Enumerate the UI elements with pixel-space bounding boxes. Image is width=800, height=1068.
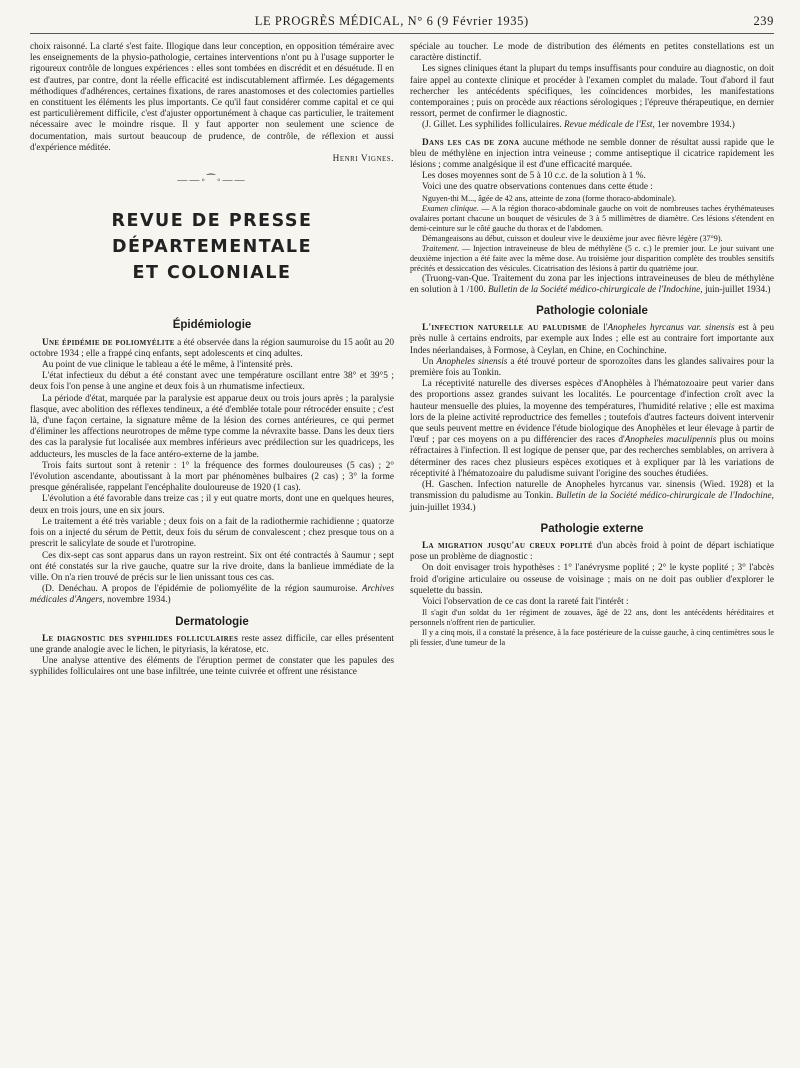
text: a été observée dans la région saumuroise du 15 août au 20 octobre 1934 ; elle a frappé cinq enfants, sept adolescents et cinq adultes.	[30, 337, 394, 359]
journal-title: Revue médicale de l'Est	[564, 120, 653, 131]
journal-title: Archives médicales d'Angers	[30, 584, 394, 606]
text: — Injection intraveineuse de bleu de méthylène (5 c. c.) le premier jour. Le jour suivant une deuxième injection a été faite avec la même dose. Au troisième jour disparition complète des troubles sensitifs précités et dessiccation des vésicules. Cicatrisation des lésions à partir du quatrième jour.	[410, 243, 774, 273]
reference	[410, 120, 774, 131]
text: — A la région thoraco-abdominale gauche on voit de nombreuses taches érythémateuses ovalaires portant chacune un bouquet de vésicules de 3 à 5 millimètres de diamètre. Ces lésions s'étendent en demi-ceinture sur le côté gauche du thorax et de l'abdomen.	[410, 203, 774, 233]
paragraph	[30, 338, 394, 360]
paragraph: Une analyse attentive des éléments de l'éruption permet de constater que les papules des syphilides folliculaires ont une base infiltrée, une teinte cuivrée et offrent une résistance	[30, 656, 394, 678]
left-column	[30, 42, 394, 679]
subsection-heading: Pathologie coloniale	[536, 305, 648, 318]
text: La réceptivité naturelle des diverses espèces d'Anophèles à l'hématozoaire peut varier dans des proportions assez grandes suivant les localités. Le pourcentage d'infection croît avec la hauteur mensuelle des pluies, la moyenne des températures, l'humidité relative ; elle est maxima lors de la pleine activité reproductrice des femelles ; toutefois d'autres facteurs doivent intervenir que seuls peuvent mettre en évidence l'étude biologique des Anophèles et leur élevage à partir de l'œuf ; par ces moyens on a pu différencier des races d'	[410, 379, 774, 446]
paragraph: Le traitement a été très variable ; deux fois on a fait de la radiothermie rachidienne ; quatorze fois on a injecté du sérum de Pettit, deux fois du sérum de convalescent ; chez presque tous on a prescrit le salicylate de soude et l'urotropine.	[30, 516, 394, 550]
text: , juin-juillet 1934.)	[700, 284, 771, 295]
text: , 1er novembre 1934.)	[652, 120, 735, 131]
right-column	[410, 42, 774, 679]
observation-text	[410, 244, 774, 274]
text: , juin-juillet 1934.)	[410, 491, 774, 513]
paragraph: L'évolution a été favorable dans treize cas ; il y eut quatre morts, dont une en quelques heures, deux en trois jours, une en six jours.	[30, 494, 394, 516]
header-title: LE PROGRÈS MÉDICAL, N° 6 (9 Février 1935)	[254, 14, 529, 28]
text: plus ou moins réfractaires à l'infection. Il est logique de penser que, par des recherches semblables, on arrivera à déterminer des races chez plusieurs espèces exotiques et à expliquer par là les variations de réceptivité à l'hématozoaire du paludisme suivant l'origine des souches étudiées.	[410, 435, 774, 479]
text: a été trouvé porteur de sporozoïtes dans les glandes salivaires pour la première fois au Tonkin.	[410, 356, 774, 379]
text: de l'	[586, 323, 608, 334]
reference	[410, 480, 774, 514]
subsection-heading: Épidémiologie	[172, 319, 252, 332]
text: (Truong-van-Que. Traitement du zona par les injections intraveineuses de bleu de méthylène en solution à 1 /100.	[410, 273, 774, 295]
paragraph: spéciale au toucher. Le mode de distribution des éléments en petites constellations est un caractère distinctif.	[410, 42, 774, 64]
paragraph	[410, 138, 774, 172]
species-name: Anopheles hyrcanus var. sinensis	[607, 323, 735, 334]
paragraph: Au point de vue clinique le tableau a été le même, à l'intensité près.	[42, 360, 293, 371]
lead-phrase: L'infection naturelle au paludisme	[422, 323, 587, 334]
observation-text	[410, 204, 774, 234]
paragraph: Les signes cliniques étant la plupart du temps insuffisants pour conduire au diagnostic, on doit faire appel au contexte clinique et procéder à l'examen complet du malade. Tout d'abord il faut rechercher les antécédents spécifiques, les coïncidences morbides, les manifestations contemporaines ; puis on procède aux réactions sérologiques ; l'épreuve thérapeutique, en dernier ressort, permet de confirmer le diagnostic.	[410, 64, 774, 120]
text: (H. Gaschen. Infection naturelle de Anopheles hyrcanus var. sinensis (Wied. 1928) et la transmission du paludisme au Tonkin.	[410, 480, 774, 502]
author-signature: Henri Vignes.	[332, 154, 394, 165]
observation-text: Nguyen-thi M..., âgée de 42 ans, atteinte de zona (forme thoraco-abdominale).	[422, 193, 676, 203]
observation-heading: Traitement.	[422, 243, 460, 253]
text: d'un abcès froid à point de départ ischiatique pose un problème de diagnostic :	[410, 540, 774, 563]
lead-phrase: Une épidémie de poliomyélite	[42, 337, 175, 348]
subsection-heading: Dermatologie	[175, 615, 249, 628]
paragraph	[410, 357, 774, 379]
paragraph	[30, 634, 394, 656]
section-title	[30, 208, 394, 286]
paragraph: Les doses moyennes sont de 5 à 10 c.c. de la solution à 1 %.	[422, 171, 646, 182]
text: est à peu près nulle à certains endroits, par exemple aux Indes ; elle est au contraire fort importante aux Indes néerlandaises, à Formose, à Ceylan, en Chine, en Cochinchine.	[410, 323, 774, 356]
text: reste assez difficile, car elles présentent une grande analogie avec le lichen, le pityriasis, la kératose, etc.	[30, 633, 394, 655]
paragraph: choix raisonné. La clarté s'est faite. Illogique dans leur conception, en opposition téméraire avec les enseignements de la physio-pathologie, certaines interventions n'ont pu à l'usage supporter le rigoureux contrôle de longues expériences : elles sont tombées en discrédit et en désuétude. Il en est d'autres, par contre, dont la réelle efficacité est indiscutablement affirmée. Les dégagements méthodiques d'adhérences, certaines fixations, de rares anastomoses et des colectomies partielles en constituent les éléments les plus importants. Ce qu'il faut considérer comme capital et ce qui est particulièrement difficile, c'est d'ajuster opportunément à chaque cas particulier, le traitement nécessaire avec le moindre risque. Il y faut apporter non seulement une science de documentation, mais surtout beaucoup de prudence, de contrôle, de réflexion et aussi d'expérience méditée.	[30, 42, 394, 153]
two-column-body	[30, 42, 774, 679]
observation-text: Démangeaisons au début, cuisson et douleur vive le deuxième jour avec fièvre légère (37°9).	[422, 233, 723, 243]
lead-phrase: La migration jusqu'au creux poplité	[422, 540, 593, 551]
paragraph: L'état infectieux du début a été constant avec une température oscillant entre 38° et 39°5 ; deux fois l'on pense à une angine et deux fois à un rhumatisme infectieux.	[30, 371, 394, 393]
reference	[30, 584, 394, 606]
species-name: Anopheles sinensis	[436, 356, 508, 367]
text: (D. Denéchau. A propos de l'épidémie de poliomyélite de la région saumuroise.	[42, 584, 362, 595]
section-title-line-2: ET COLONIALE	[132, 263, 292, 284]
paragraph: Trois faits surtout sont à retenir : 1° la fréquence des formes douloureuses (5 cas) ; 2° l'évolution ascendante, aboutissant à la mort par phénomènes bulbaires (2 cas) ; 3° la forme presque généralisée, rappelant l'encéphalite douloureuse de 1920 (1 cas).	[30, 460, 394, 494]
running-header	[30, 14, 774, 34]
ornament-divider: ——◦⁀◦——	[177, 175, 247, 187]
paragraph	[410, 323, 774, 357]
journal-title: Bulletin de la Société médico-chirurgicale de l'Indochine	[556, 491, 772, 502]
paragraph	[410, 379, 774, 480]
text: aucune méthode ne semble donner de résultat aussi rapide que le bleu de méthylène en injection intra veineuse ; comme antiseptique il cicatrice rapidement les lésions ; comme analgésique il est d'une efficacité marquée.	[410, 137, 774, 171]
observation-heading: Examen clinique.	[422, 203, 479, 213]
reference	[410, 274, 774, 296]
lead-phrase: Le diagnostic des syphilides folliculaires	[42, 633, 239, 644]
paragraph: Ces dix-sept cas sont apparus dans un rayon restreint. Six ont été contractés à Saumur ; sept ont été constatés sur la rive gauche, quatre sur la rive droite, dans la banlieue immédiate de la ville. On n'a rien trouvé de précis sur le lien unissant tous ces cas.	[30, 550, 394, 583]
lead-phrase: Dans les cas de zona	[422, 137, 520, 148]
text: (J. Gillet. Les syphilides folliculaires.	[422, 120, 565, 131]
text: , novembre 1934.)	[102, 595, 171, 606]
observation-text: Il y a cinq mois, il a constaté la présence, à la face postérieure de la cuisse gauche, à cinq centimètres sous le pli fessier, d'une tumeur de la	[410, 628, 774, 648]
journal-title: Bulletin de la Société médico-chirurgicale de l'Indochine	[487, 284, 701, 295]
observation-text: Il s'agit d'un soldat du 1er régiment de zouaves, âgé de 22 ans, dont les antécédents héréditaires et personnels n'offrent rien de particulier.	[410, 608, 774, 628]
subsection-heading: Pathologie externe	[540, 522, 644, 535]
paragraph: Voici une des quatre observations contenues dans cette étude :	[422, 182, 653, 193]
paragraph: La période d'état, marquée par la paralysie est apparue deux ou trois jours après ; la paralysie flasque, avec abolition des réflexes tendineux, a été d'emblée totale pour rétrocéder ensuite ; c'est là, d'une façon certaine, la signature même de la lésion des cornes antérieures, ce qui permet d'éliminer les affections neurotropes de même type comme la névraxite basse. Dans les deux tiers des cas la paralysie fut localisée aux membres inférieurs avec prédilection sur les quadriceps, les adducteurs, les muscles de la face antéro-externe de la jambe.	[30, 393, 394, 460]
text: Un	[422, 356, 437, 367]
page-number: 239	[753, 14, 774, 28]
section-title-line-1: REVUE DE PRESSE DÉPARTEMENTALE	[111, 211, 313, 258]
paragraph: Voici l'observation de ce cas dont la rareté fait l'intérêt :	[422, 596, 629, 607]
species-name: Anopheles maculipennis	[624, 435, 717, 446]
paragraph	[410, 541, 774, 563]
paragraph: On doit envisager trois hypothèses : 1° l'anévrysme poplité ; 2° le kyste poplité ; 3° l'abcès froid d'origine articulaire ou osseuse de voisinage ; mais on ne doit pas oublier d'explorer le squelette du bassin.	[410, 563, 774, 596]
